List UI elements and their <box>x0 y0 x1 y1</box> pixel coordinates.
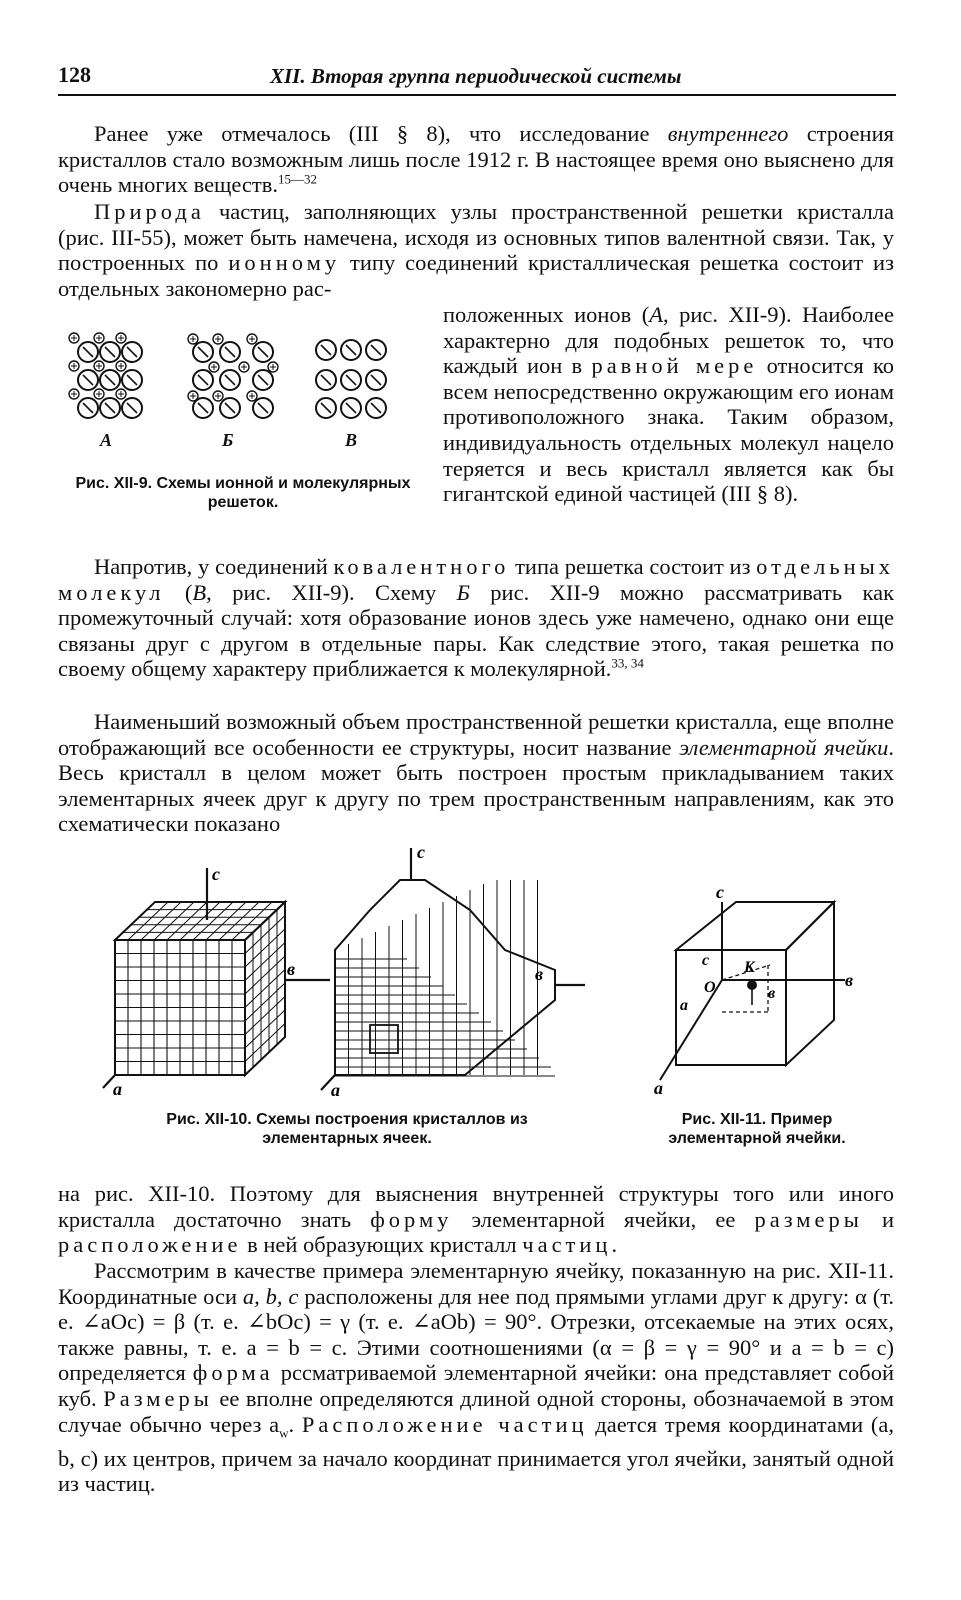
ion-lattice-figure <box>58 320 428 460</box>
stepped-crystal <box>321 848 585 1090</box>
fig10-caption-num: Рис. XII-10. <box>166 1111 252 1128</box>
paragraph-5 <box>58 1181 894 1258</box>
fig11-label-b: в <box>768 985 776 1002</box>
fig11-label-a: a <box>680 997 688 1014</box>
p5-spaced-h: частиц <box>522 1232 612 1258</box>
fig9-caption-text: Схемы ионной и молекулярных решеток. <box>152 475 411 511</box>
p1-ref: 15—32 <box>278 171 317 187</box>
fig10-caption <box>112 1110 582 1148</box>
p6-text-g: ее вполне определяются длиной одной стороны, обозначаемой в этом случае обычно через a <box>58 1385 894 1437</box>
fig10-axis-a-right: a <box>331 1080 340 1100</box>
p1-text-a: Ранее уже отмечалось (III § 8), что исследование <box>94 121 668 146</box>
p5-spaced-d: размеры <box>754 1206 863 1232</box>
p2-text-d: типу соединений кристаллическая решетка состоит из отдельных закономерно рас- <box>58 250 894 301</box>
fig11-label-o: O <box>704 979 716 996</box>
p2-text-g: , рис. XII-9). Наиболее характерно для подобных решеток то, что каждый ион в <box>443 302 894 379</box>
p6-subscript: w <box>279 1425 289 1441</box>
cube-grid <box>103 868 330 1088</box>
lattice-b <box>188 334 278 418</box>
header-rule <box>58 94 896 96</box>
fig9-label-v: В <box>345 430 358 450</box>
fig11-label-k: К <box>744 959 755 976</box>
paragraph-3 <box>58 554 894 682</box>
p6-italic-b: a, b, c <box>242 1283 299 1309</box>
p3-ref: 33, 34 <box>611 655 644 671</box>
page-header <box>58 62 894 92</box>
fig10-axis-a-left: a <box>113 1079 122 1099</box>
p2-spaced-a: Природа <box>94 199 205 224</box>
fig11-label-c: c <box>702 952 710 969</box>
p3-text-a: Напротив, у соединений <box>94 554 334 579</box>
fig9-caption <box>58 474 428 512</box>
p2-spaced-h: равной мере <box>591 353 758 379</box>
p3-text-e: ( <box>164 579 193 605</box>
p2-text-i: относится ко всем непосредственно окружающим его ионам противоположного знака. Таким образом, индивидуальность отдельных молекул нацело теряется и весь кристалл является как бы гигантской единой частицей (III § 8). <box>443 353 894 507</box>
running-title: XII. Вторая группа периодической системы <box>270 64 682 88</box>
page-number: 128 <box>58 62 91 87</box>
p5-text-g: в ней образующих кристалл <box>241 1232 523 1258</box>
p3-text-i: рис. XII-9 можно рассматривать как промежуточный случай: хотя образование ионов здесь уже намечено, однако они еще связаны друг с другом в отдельные пары. Как следствие этого, такая решетка по своему общему характеру приближается к молекулярной. <box>58 579 895 682</box>
paragraph-4 <box>58 709 894 837</box>
p3-text-g: , рис. XII-9). Схему <box>206 579 457 605</box>
p5-spaced-b: форму <box>370 1206 453 1232</box>
fig9-label-b: Б <box>222 430 234 450</box>
crystal-cells-figure <box>95 840 595 1100</box>
p1-italic: внутреннего <box>667 121 789 146</box>
paragraph-6 <box>58 1258 894 1497</box>
p6-text-j: дается тремя координатами (a, b, c) их центров, причем за начало координат принимается угол ячейки, занятый одной из частиц. <box>58 1411 894 1497</box>
unit-cell-figure <box>640 880 875 1100</box>
fig10-axis-b-left: в <box>287 959 296 979</box>
fig10-axis-c-left: c <box>212 864 220 884</box>
p3-spaced-b: ковалентного <box>333 554 510 579</box>
fig9-label-a: А <box>100 430 113 450</box>
p5-spaced-f: расположение <box>58 1232 242 1258</box>
p4-italic-b: элементарной ячейки <box>679 734 889 760</box>
fig9-caption-num: Рис. XII-9. <box>75 475 153 492</box>
p6-spaced-i: Расположение частиц <box>301 1411 588 1437</box>
p6-text-c: расположены для нее под прямыми углами друг к другу: α (т. е. ∠aOc) = β (т. е. ∠bOc) = γ (т. е. ∠aOb) = 90°. Отрезки, отсекаемые на этих осях, также равны, т. е. a = b = c. Этими соотношениями (α = β = γ = 90° и a = b = c) определяется <box>58 1283 894 1386</box>
lattice-v <box>316 340 386 418</box>
paragraph-2 <box>58 199 894 301</box>
p2-text-b: частиц, заполняющих узлы пространственной решетки кристалла (рис. III-55), может быть намечена, исходя из основных типов валентной связи. Так, у построенных по <box>58 199 894 276</box>
fig10-axis-b-right: в <box>535 964 544 984</box>
p6-text-e: рссматриваемой элементарной ячейки: она представляет собой куб. <box>58 1360 894 1411</box>
p4-text-a: Наименьший возможный объем пространственной решетки кристалла, еще вполне отображающий все особенности ее структуры, носит название <box>58 709 894 760</box>
p2-italic-f: А <box>649 302 664 327</box>
p6-text-a: Рассмотрим в качестве примера элементарную ячейку, показанную на рис. XII-11. Координатные оси <box>58 1258 894 1309</box>
p5-text-i: . <box>611 1232 618 1258</box>
p4-text-c: . Весь кристалл в целом может быть построен простым прикладыванием таких элементарных ячеек друг к другу по трем пространственным направлениям, как это схематически показано <box>58 734 894 837</box>
p3-spaced-d: отдельных молекул <box>58 554 894 605</box>
p6-text-h: . <box>288 1411 302 1437</box>
fig11-axis-c: c <box>716 882 724 902</box>
particle-k-dot <box>747 980 757 990</box>
p6-spaced-f: Размеры <box>103 1385 213 1411</box>
p5-text-e: и <box>862 1206 894 1232</box>
fig11-caption-text: Пример элементарной ячейки. <box>668 1111 846 1147</box>
p5-text-a: на рис. XII-10. Поэтому для выяснения внутренней структуры того или иного кристалла достаточно знать <box>58 1181 894 1232</box>
fig11-caption <box>628 1110 886 1148</box>
p2-text-e: положенных ионов ( <box>443 302 650 327</box>
p3-italic-f: В <box>192 579 207 605</box>
lattice-a <box>69 333 142 418</box>
fig11-axis-b: в <box>845 970 854 990</box>
p5-text-c: элементарной ячейки, ее <box>452 1206 755 1232</box>
p2-spaced-c: ионному <box>228 250 341 276</box>
p3-text-c: типа решетка состоит из <box>509 554 757 579</box>
p3-italic-h: Б <box>456 579 470 605</box>
paragraph-2-column <box>443 302 894 507</box>
paragraph-1 <box>58 121 894 198</box>
fig10-caption-text: Схемы построения кристаллов из элементарных ячеек. <box>251 1111 528 1147</box>
p1-text-c: строения кристаллов стало возможным лишь после 1912 г. В настоящее время оно выяснено для очень многих веществ. <box>58 121 894 198</box>
fig11-axis-a: a <box>654 1078 663 1098</box>
p6-spaced-d: форма <box>192 1360 274 1386</box>
fig11-caption-num: Рис. XII-11. <box>681 1111 767 1128</box>
fig10-axis-c-right: c <box>417 842 425 862</box>
